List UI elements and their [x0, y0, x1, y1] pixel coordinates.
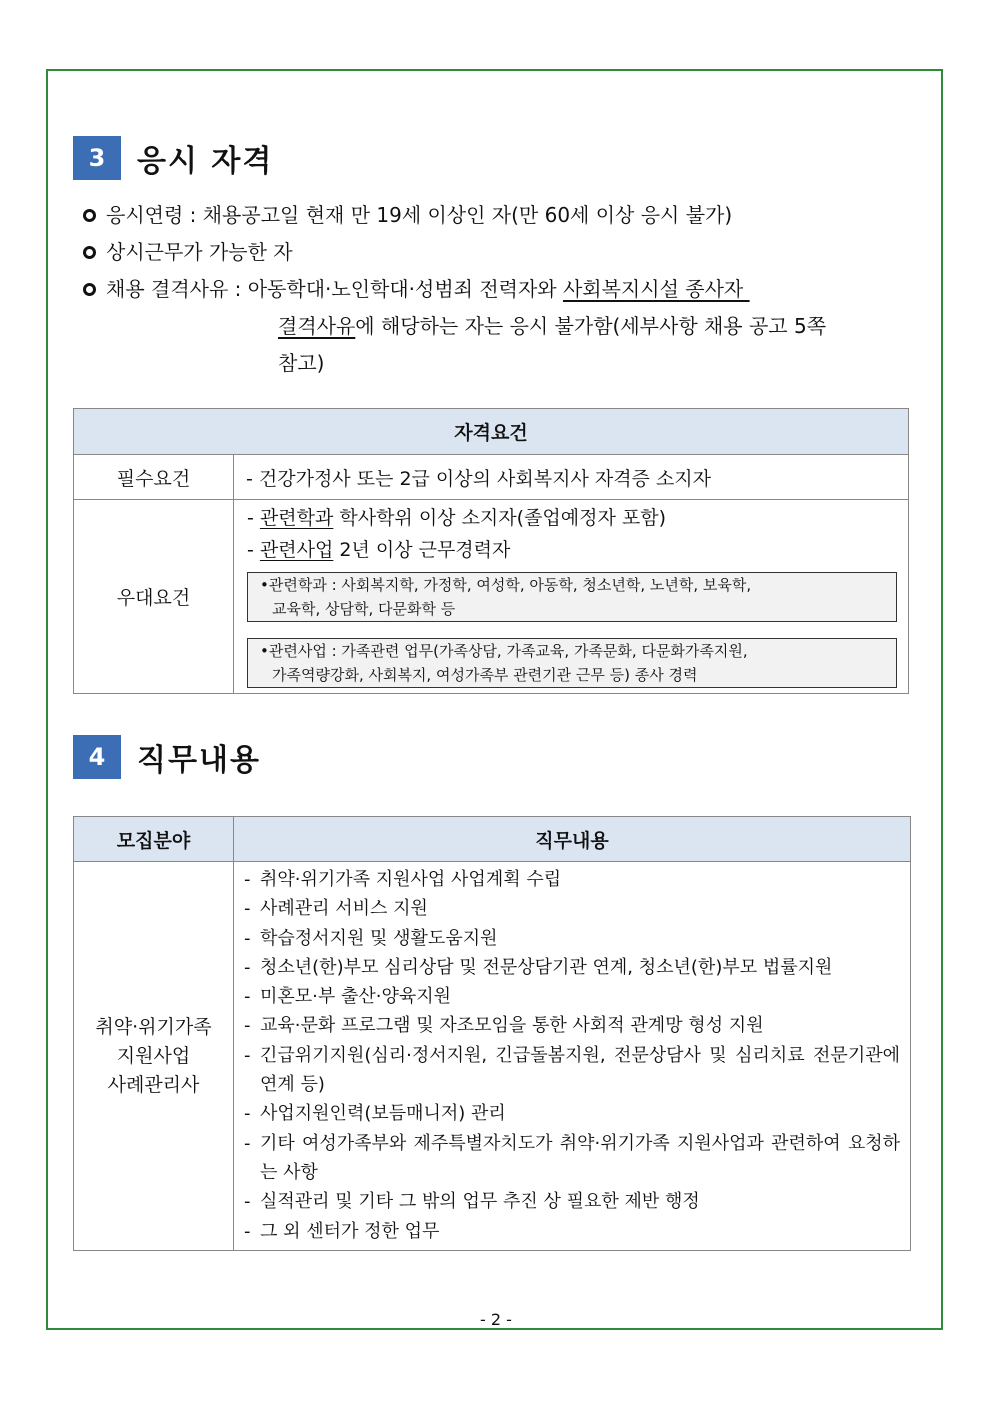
section-number: 4 [73, 735, 121, 779]
qual-disqualification: 채용 결격사유 : 아동학대·노인학대·성범죄 전력자와 사회복지시설 종사자 [83, 271, 750, 308]
dash-marker: - [244, 956, 251, 978]
note-box-departments: •관련학과 : 사회복지학, 가정학, 여성학, 아동학, 청소년학, 노년학, 보육학, 교육학, 상담학, 다문화학 등 [247, 572, 897, 622]
dash-marker: - [244, 898, 251, 920]
dash-marker: - [244, 1044, 251, 1066]
dash-marker: - [244, 986, 251, 1008]
duty-item [244, 865, 900, 894]
dash-marker: - [244, 869, 251, 890]
section-number: 3 [73, 136, 121, 180]
pref-item: - 관련학과 학사학위 이상 소지자(졸업예정자 포함) [247, 507, 666, 529]
duty-item-text: 그 외 센터가 정한 업무 [260, 1220, 440, 1242]
duty-item-text: 학습정서지원 및 생활도움지원 [260, 927, 498, 949]
duty-item [244, 894, 900, 923]
preferred-label: 우대요건 [74, 500, 234, 694]
duty-item [244, 1217, 900, 1246]
duty-item [244, 1099, 900, 1128]
dash-marker: - [244, 1015, 251, 1037]
section-4-heading [73, 735, 261, 779]
duty-item [244, 982, 900, 1011]
duty-item-text: 청소년(한)부모 심리상담 및 전문상담기관 연계, 청소년(한)부모 법률지원 [260, 956, 833, 978]
duty-item-text: 미혼모·부 출산·양육지원 [260, 986, 452, 1008]
dash-marker: - [244, 1220, 251, 1242]
table-header: 자격요건 [74, 409, 909, 455]
circle-bullet-icon [83, 283, 96, 296]
duty-item [244, 924, 900, 953]
circle-bullet-icon [83, 246, 96, 259]
col-header-field: 모집분야 [74, 817, 234, 862]
section-3-heading [73, 136, 273, 180]
note-box-projects: •관련사업 : 가족관련 업무(가족상담, 가족교육, 가족문화, 다문화가족지원, 가족역량강화, 사회복지, 여성가족부 관련기관 근무 등) 종사 경력 [247, 638, 897, 688]
col-header-duty: 직무내용 [234, 817, 911, 862]
qual-fulltime: 상시근무가 가능한 자 [83, 234, 293, 271]
requirements-table [73, 408, 909, 694]
duty-item [244, 1129, 900, 1188]
duty-item [244, 1011, 900, 1040]
duty-item-text: 실적관리 및 기타 그 밖의 업무 추진 상 필요한 제반 행정 [260, 1191, 700, 1213]
duty-item [244, 1187, 900, 1216]
circle-bullet-icon [83, 209, 96, 222]
preferred-value [234, 500, 909, 694]
duty-item-text: 기타 여성가족부와 제주특별자치도가 취약·위기가족 지원사업과 관련하여 요청하는 사항 [260, 1132, 900, 1183]
qual-disqualification-cont: 결격사유 에 해당하는 자는 응시 불가함(세부사항 채용 공고 5쪽 [278, 314, 827, 338]
qual-age: 응시연령 : 채용공고일 현재 만 19세 이상인 자(만 60세 이상 응시 불가) [83, 197, 732, 234]
duty-item-text: 사업지원인력(보듬매니저) 관리 [260, 1103, 506, 1125]
duty-item-text: 교육·문화 프로그램 및 자조모임을 통한 사회적 관계망 형성 지원 [260, 1015, 764, 1037]
dash-marker: - [244, 1132, 251, 1154]
section-title: 직무내용 [137, 743, 261, 778]
duty-item [244, 1041, 900, 1100]
required-value: - 건강가정사 또는 2급 이상의 사회복지사 자격증 소지자 [234, 455, 909, 500]
duty-item-text: 긴급위기지원(심리·정서지원, 긴급돌봄지원, 전문상담사 및 심리치료 전문기관에 연계 등) [260, 1044, 900, 1096]
pref-item: - 관련사업 2년 이상 근무경력자 [247, 539, 511, 561]
page-number: - 2 - [480, 1310, 512, 1329]
duty-item [244, 953, 900, 982]
required-label: 필수요건 [74, 455, 234, 500]
duty-table [73, 816, 911, 1251]
field-name: 취약·위기가족 지원사업 사례관리사 [74, 862, 234, 1251]
qual-disqualification-cont2: 참고) [278, 351, 325, 375]
section-title: 응시 자격 [137, 144, 274, 179]
dash-marker: - [244, 1103, 251, 1125]
duty-item-text: 취약·위기가족 지원사업 사업계획 수립 [260, 869, 562, 890]
dash-marker: - [244, 1191, 251, 1213]
dash-marker: - [244, 927, 251, 949]
duty-list [234, 862, 911, 1251]
duty-item-text: 사례관리 서비스 지원 [260, 898, 428, 920]
